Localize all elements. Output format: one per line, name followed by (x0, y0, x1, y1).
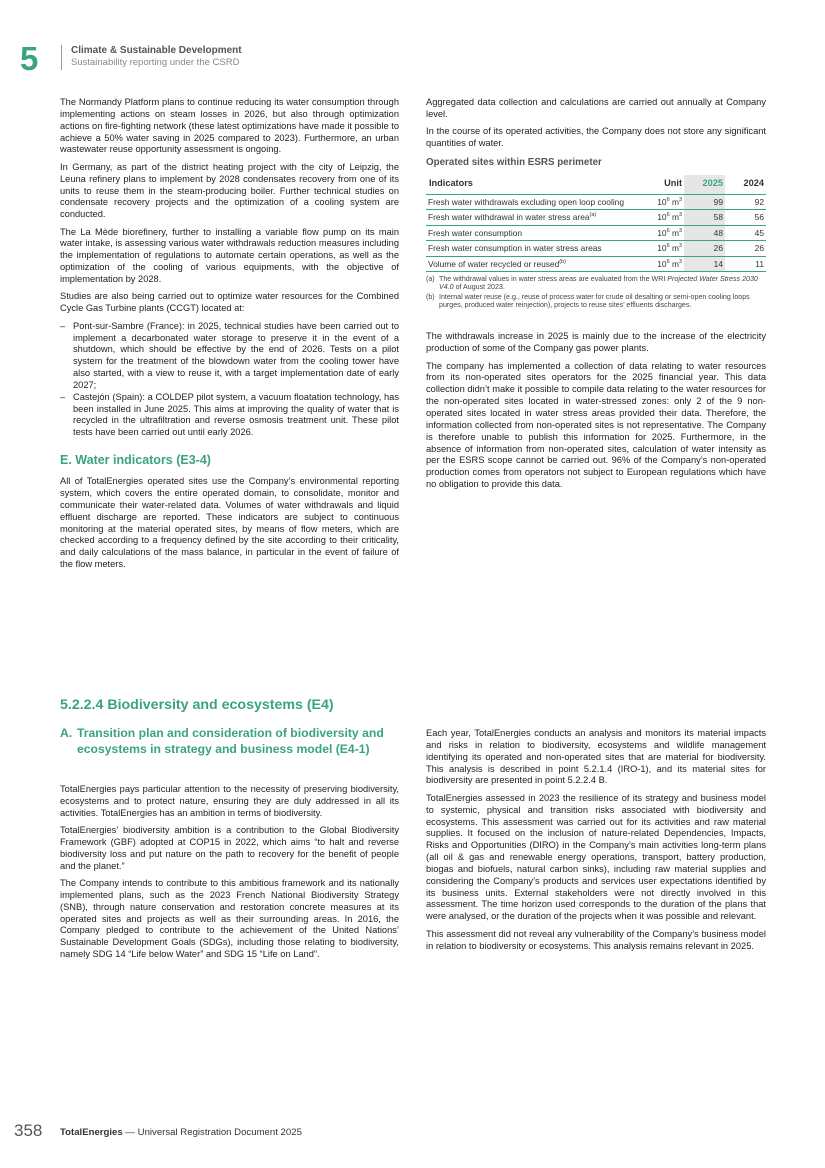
unit-cell: $10^6$ $m^3$ (639, 210, 684, 226)
paragraph: The Normandy Platform plans to continue reducing its water consumption through implementing actions on steam losses in 2026, but also through optimization actions on fire-fighting network (these latest optimizations have made it possible to achieve a 50% water saving in 2025 compared to 2023). Furthermore, an urban wastewater reuse opportunity assessment is ongoing. (60, 97, 399, 155)
paragraph: TotalEnergies pays particular attention to the necessity of preserving biodiversity, ecosystems and to protect nature, ensuring they are duly addressed in all its activities. TotalEnergies has an ambition in terms of biodiversity. (60, 784, 399, 818)
paragraph: TotalEnergies assessed in 2023 the resilience of its strategy and business model to systemic, physical and transition risks associated with biodiversity and ecosystems. This assessment was carried out for its activities and raw material supplies. It focused on the inclusion of nature-related Dependencies, Impacts, Risks and Opportunities (DIRO) in the Company’s main activities long-term plans (all oil & gas and renewable energy operations, transport, battery production, biogas and biofuels, natural carbon sinks), including raw material supplies and considering the Company’s products and services user expectations identified by its business units. External stakeholders were not directly involved in this assessment. The time horizon used corresponds to the duration of the plans that were analysed, or the duration of the projects when it was possible and relevant. (426, 792, 766, 922)
value-2025-cell: 58 (684, 210, 725, 226)
left-column-bottom (60, 784, 399, 967)
footnote-b: (b) Internal water reuse (e.g., reuse of process water for crude oil desalting or semi-open cooling loops purges, produced water reinjection), projects to reuse sites’ effluents discharges. (426, 292, 750, 310)
header-subtitle: Sustainability reporting under the CSRD (71, 57, 240, 68)
value-2024-cell: 26 (725, 241, 766, 257)
ccgt-list (60, 321, 399, 439)
value-2024-cell: 92 (725, 194, 766, 210)
paragraph: All of TotalEnergies operated sites use the Company’s environmental reporting system, which covers the entire operated domain, to consolidate, monitor and communicate their water-related data. Volumes of water withdrawals and liquid effluent discharge are reported. These indicators are subject to continuous monitoring at the material operated sites, by means of flow meters, which are checked according to a frequency defined by the site according to their criticality, and daily calculations of the mass balance, in particular in the event of failure of the flow meters. (60, 476, 399, 570)
unit-cell: $10^6$ $m^3$ (639, 241, 684, 257)
column-header-unit: Unit (639, 175, 684, 194)
list-item: – Pont-sur-Sambre (France): in 2025, technical studies have been carried out to implement a decarbonated water storage to preserve it in the event of a shutdown, which should be effective by the end of 2026. Tests on a pilot system for the treatment of the blowdown water from the cooling tower have also started, with a view to reuse it, with a target implementation date of early 2027; (60, 321, 399, 392)
indicator-cell: Fresh water consumption (426, 225, 639, 241)
value-2025-cell: 48 (684, 225, 725, 241)
right-column-top (426, 97, 766, 497)
column-header-2024: 2024 (725, 175, 766, 194)
table-row (426, 194, 766, 210)
value-2025-cell: 99 (684, 194, 725, 210)
paragraph: In the course of its operated activities, the Company does not store any significant quantities of water. (426, 126, 766, 149)
paragraph: The withdrawals increase in 2025 is mainly due to the increase of the electricity production of some of the Company gas power plants. (426, 331, 766, 354)
section-heading-water-indicators: E. Water indicators (E3-4) (60, 453, 211, 468)
value-2025-cell: 14 (684, 256, 725, 272)
value-2024-cell: 45 (725, 225, 766, 241)
table-row (426, 256, 766, 272)
indicator-cell: Fresh water withdrawal in water stress area$^{(a)}$ (426, 210, 639, 226)
left-column-top (60, 97, 399, 577)
paragraph: TotalEnergies’ biodiversity ambition is a contribution to the Global Biodiversity Framework (GBF) adopted at COP15 in 2022, which aims “to halt and reverse biodiversity loss and put nature on the path to recovery for the benefit of people and the planet.” (60, 825, 399, 871)
chapter-number: 5 (20, 40, 39, 77)
column-header-2025: 2025 (684, 175, 725, 194)
section-heading-biodiversity: 5.2.2.4 Biodiversity and ecosystems (E4) (60, 697, 334, 713)
list-item: – Castejón (Spain): a COLDEP pilot system, a vacuum floatation technology, has been installed in June 2025. This aims at improving the quality of water that is recycled in the ultrafiltration and reverse osmosis treatment unit. These pilot tests have been carried out until early 2026. (60, 392, 399, 439)
column-header-indicators: Indicators (426, 175, 639, 194)
header-divider (61, 45, 62, 70)
footnote-a: (a) The withdrawal values in water stress areas are evaluated from the WRI Projected Water Stress 2030 V4.0 of August 2023. (426, 275, 758, 292)
table-row (426, 241, 766, 257)
indicator-cell: Fresh water withdrawals excluding open loop cooling (426, 194, 639, 210)
page-number: 358 (14, 1121, 43, 1140)
paragraph: Each year, TotalEnergies conducts an analysis and monitors its material impacts and risks in relation to biodiversity, ecosystems and wildlife management identifying its operated and non-operated sites that are material for biodiversity. This analysis is described in point 5.2.1.4 (IRO-1), and its material sites for biodiversity are presented in point 5.2.2.4 B. (426, 728, 766, 786)
indicator-cell: Fresh water consumption in water stress areas (426, 241, 639, 257)
footer-brand: TotalEnergies — Universal Registration Document 2025 (60, 1127, 302, 1138)
right-column-bottom (426, 728, 766, 958)
table-footnotes (426, 275, 766, 309)
unit-cell: $10^6$ $m^3$ (639, 194, 684, 210)
table-header-row (426, 175, 766, 194)
value-2025-cell: 26 (684, 241, 725, 257)
table-row (426, 225, 766, 241)
paragraph: In Germany, as part of the district heating project with the city of Leipzig, the Leuna refinery plans to implement by 2028 condensates recovery from one of its units to reuse them in the steam-producing boiler. Further technical studies on condensate recovery projects and the optimization of a cooling system are conducted. (60, 161, 399, 220)
unit-cell: $10^6$ $m^3$ (639, 256, 684, 272)
indicator-cell: Volume of water recycled or reused$^{(b)}$ (426, 256, 639, 272)
header-title: Climate & Sustainable Development (71, 45, 242, 56)
subsection-heading-transition-plan: A. Transition plan and consideration of biodiversity and ecosystems in strategy and business model (E4-1) (60, 726, 384, 756)
value-2024-cell: 56 (725, 210, 766, 226)
table-title: Operated sites within ESRS perimeter (426, 156, 602, 168)
paragraph: The company has implemented a collection of data relating to water resources from its non-operated sites operators for the 2025 financial year. This data collection didn’t make it possible to compile data relating to the water resources for the non-operated sites located in water-stressed zones: only 2 of the 9 non-operated sites located in water stress areas provided their data. Therefore, the information collected from non-operated sites is not representative. The Company is therefore unable to publish this information for 2025. Furthermore, in the absence of information from non-operated sites, calculation of water intensity as per the ESRS scope cannot be carried out. 96% of the Company’s non-operated production comes from operators not subject to European regulations which have no obligation to provide this data. (426, 360, 766, 490)
paragraph: This assessment did not reveal any vulnerability of the Company’s business model in relation to biodiversity or ecosystems. This analysis remains relevant in 2025. (426, 928, 766, 951)
value-2024-cell: 11 (725, 256, 766, 272)
unit-cell: $10^6$ $m^3$ (639, 225, 684, 241)
paragraph: Studies are also being carried out to optimize water resources for the Combined Cycle Gas Turbine plants (CCGT) located at: (60, 291, 399, 314)
table-row (426, 210, 766, 226)
paragraph: The La Mède biorefinery, further to installing a variable flow pump on its main water intake, is assessing various water withdrawals reduction measures including the implementation of regulations to automate certain operations, as well as the optimization of the cooling of various equipments, with the objective of implementation by 2028. (60, 226, 399, 284)
paragraph: The Company intends to contribute to this ambitious framework and its nationally implemented plans, such as the 2023 French National Biodiversity Strategy (SNB), through nature conservation and restoration concrete measures at its operated sites and projects as well as their surrounding areas. In 2016, the Company pledged to contribute to the achievement of the United Nations’ Sustainable Development Goals (SDGs), including those relating to biodiversity, namely SDG 14 “Life below Water” and SDG 15 “Life on Land”. (60, 878, 399, 960)
paragraph: Aggregated data collection and calculations are carried out annually at Company level. (426, 97, 766, 119)
water-indicators-table (426, 175, 766, 272)
